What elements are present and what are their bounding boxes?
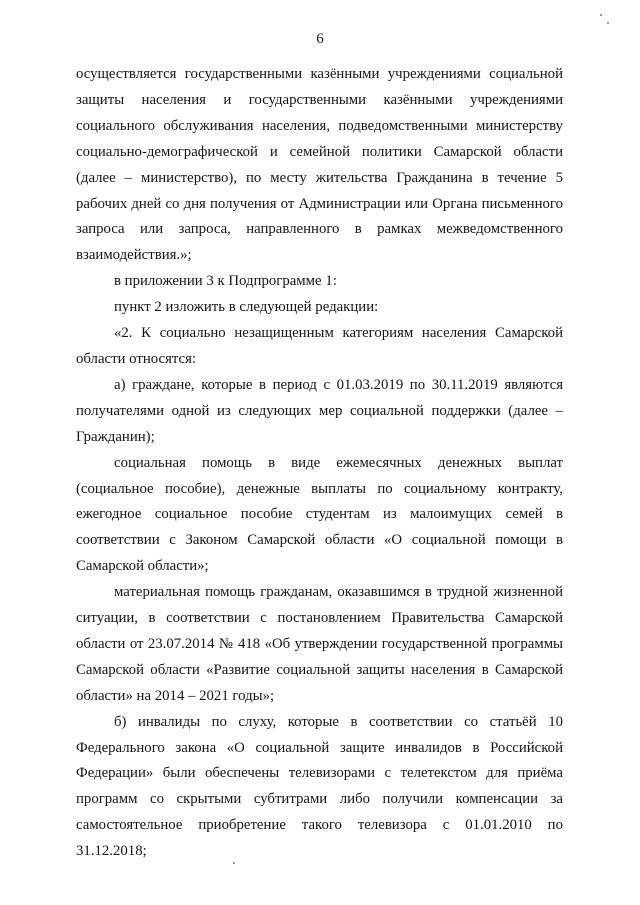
paragraph-appendix-3: в приложении 3 к Подпрограмме 1:	[114, 273, 337, 290]
paragraph-item-2-instruction: пункт 2 изложить в следующей редакции:	[114, 299, 379, 316]
paragraph-subitem-b: б) инвалиды по слуху, которые в соответствии со статьёй 10 Федерального закона «О социальной защите инвалидов в Российской Федерации» были обеспечены телевизорами с телетекстом для приёма программ со скрытыми субтитрами либо получили компенсации за самостоятельное приобретение такого телевизора с 01.01.2010 по 31.12.2018;	[76, 713, 563, 860]
paragraph-continuation: осуществляется государственными казёнными учреждениями социальной защиты населения и государственными казёнными учреждениями социального обслуживания населения, подведомственными министерству социально-демографической и семейной политики Самарской области (далее – министерство), по месту жительства Гражданина в течение 5 рабочих дней со дня получения от Администрации или Органа письменного запроса или запроса, направленного в рамках межведомственного взаимодействия.»;	[76, 66, 563, 264]
scan-speck	[600, 14, 602, 16]
paragraph-subitem-a: а) граждане, которые в период с 01.03.2019 по 30.11.2019 являются получателями одной из следующих мер социальной поддержки (далее – Гражданин);	[76, 376, 563, 445]
page-number: 6	[316, 31, 324, 47]
scan-speck	[607, 22, 609, 24]
paragraph-social-assistance: социальная помощь в виде ежемесячных денежных выплат (социальное пособие), денежные выплаты по социальному контракту, ежегодное социальное пособие студентам из малоимущих семей в соответствии с Законом Самарской области «О социальной помощи в Самарской области»;	[76, 454, 563, 575]
document-body	[76, 62, 563, 865]
scan-speck	[233, 862, 235, 864]
paragraph-item-2-heading: «2. К социально незащищенным категориям населения Самарской области относятся:	[76, 325, 563, 367]
paragraph-material-assistance: материальная помощь гражданам, оказавшимся в трудной жизненной ситуации, в соответствии с постановлением Правительства Самарской области от 23.07.2014 № 418 «Об утверждении государственной программы Самарской области «Развитие социальной защиты населения в Самарской области» на 2014 – 2021 годы»;	[76, 584, 563, 704]
